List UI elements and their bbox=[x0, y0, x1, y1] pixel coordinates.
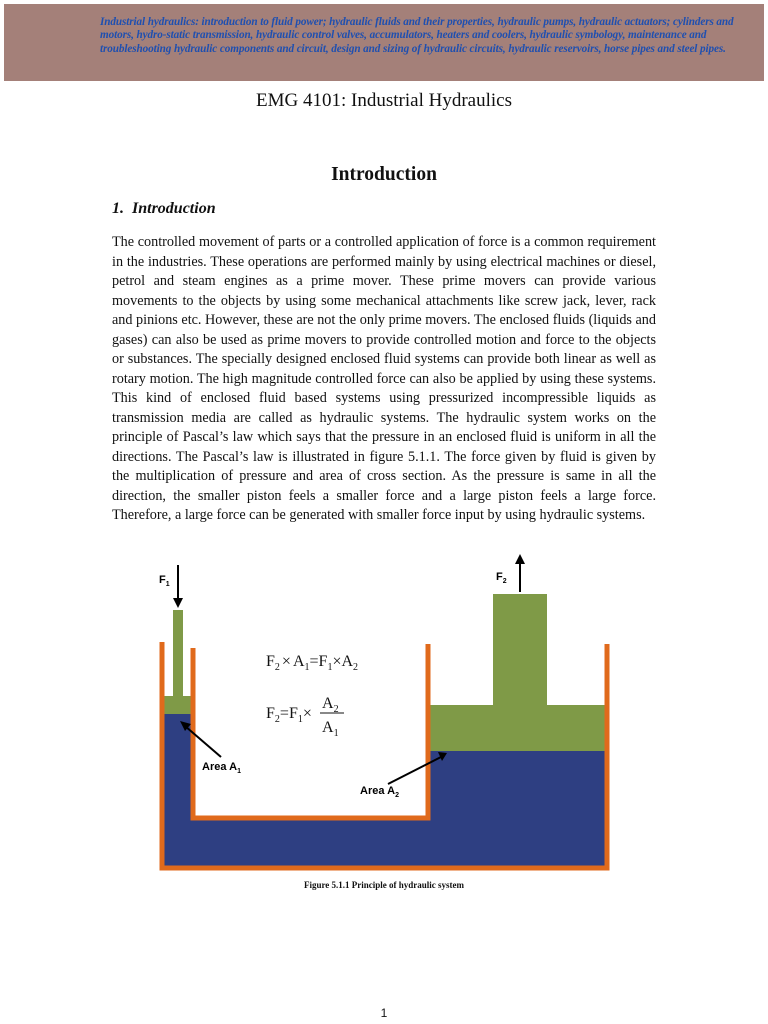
figure-caption: Figure 5.1.1 Principle of hydraulic system bbox=[303, 880, 465, 890]
large-piston-plate bbox=[428, 705, 606, 751]
equation-output-force bbox=[266, 695, 344, 739]
svg-text:A1: $A_1$ bbox=[322, 719, 339, 739]
header-banner bbox=[4, 4, 764, 81]
area-a2-label: Area $A_2$ bbox=[360, 785, 399, 799]
small-piston-rod bbox=[173, 610, 183, 696]
equation-force-area: $F_2 \times A_1=F_1\times A_2$ bbox=[266, 653, 359, 673]
section-number: 1. bbox=[112, 200, 124, 217]
f2-arrow bbox=[515, 554, 525, 592]
svg-text:A2: $A_2$ bbox=[322, 695, 339, 715]
area-a1-label: Area $A_1$ bbox=[202, 761, 241, 775]
pascal-law-diagram bbox=[148, 548, 620, 878]
small-piston-plate bbox=[163, 696, 191, 714]
chapter-title: Introduction bbox=[331, 164, 437, 185]
f1-label: $F_1$ bbox=[159, 574, 170, 588]
course-title: EMG 4101: Industrial Hydraulics bbox=[256, 90, 512, 111]
page-number: 1 bbox=[380, 1006, 388, 1020]
f2-label: $F_2$ bbox=[496, 571, 507, 585]
f1-arrow bbox=[173, 565, 183, 608]
fluid-bottom-channel bbox=[163, 818, 606, 868]
fluid-left-column bbox=[163, 714, 191, 820]
course-topics-text: Industrial hydraulics: introduction to fluid power; hydraulic fluids and their properties, hydraulic pumps, hydraulic actuators; cylinders and motors, hydro-static transmission, hydraulic control valves, accumulators, heaters and coolers, hydraulic symbology, maintenance and troubleshooting hydraulic components and circuit, design and sizing of hydraulic circuits, hydraulic reservoirs, horse pipes and steel pipes. bbox=[100, 16, 734, 55]
fluid-right-column bbox=[428, 751, 606, 820]
section-title: Introduction bbox=[132, 200, 216, 217]
svg-text:F2=F1×: $F_2=F_1\times$ bbox=[266, 705, 312, 725]
large-piston-rod bbox=[493, 594, 547, 705]
hydraulic-figure bbox=[148, 548, 620, 878]
section-heading bbox=[112, 200, 216, 218]
body-paragraph: The controlled movement of parts or a controlled application of force is a common requirement in the industries. These operations are performed mainly by using electrical machines or diesel, petrol and steam engines as a prime mover. These prime movers can provide various movements to the objects by using some mechanical attachments like screw jack, lever, rack and pinions etc. However, these are not the only prime movers. The enclosed fluids (liquids and gases) can also be used as prime movers to provide controlled motion and force to the objects or substances. The specially designed enclosed fluid systems can provide both linear as well as rotary motion. The high magnitude controlled force can also be applied by using these systems. This kind of enclosed fluid based systems using pressurized incompressible liquids as transmission media are called as hydraulic systems. The hydraulic system works on the principle of Pascal’s law which says that the pressure in an enclosed fluid is uniform in all the directions. The Pascal’s law is illustrated in figure 5.1.1. The force given by fluid is given by the multiplication of pressure and area of cross section. As the pressure is same in all the direction, the smaller piston feels a smaller force and a large piston feels a large force. Therefore, a large force can be generated with smaller force input by using hydraulic systems. bbox=[112, 234, 656, 523]
